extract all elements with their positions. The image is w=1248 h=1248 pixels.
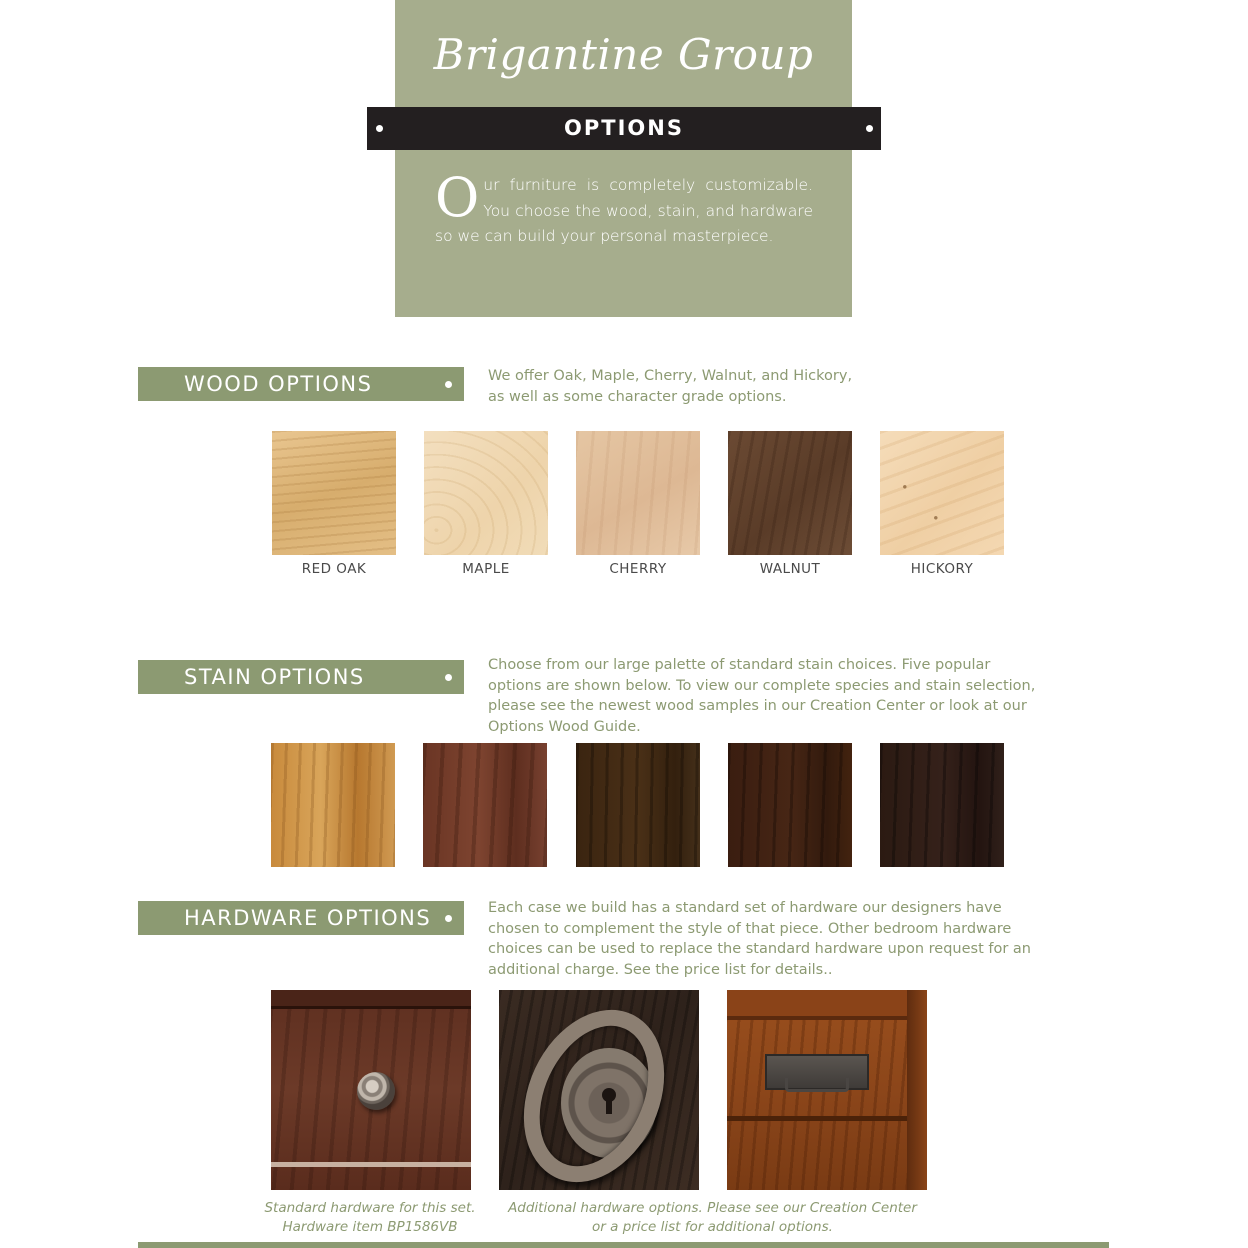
hardware-options-heading-bar [138,901,464,935]
drop-cap: O [435,166,480,229]
wood-options-heading-bar [138,367,464,401]
wood-swatch-cherry [576,431,700,555]
wood-swatch-label: MAPLE [462,561,510,577]
wood-swatch-label: RED OAK [301,561,367,577]
brand-title: Brigantine Group [433,30,814,79]
intro-paragraph [435,166,813,250]
hardware-options-description: Each case we build has a standard set of hardware our designers have chosen to complement the style of that piece. Other bedroom hardware choices can be used to replace the standard hardware upon request for an additional charge. See the price list for details.. [488,900,1031,979]
stain-swatch [271,743,395,867]
wood-swatch-hickory [880,431,1004,555]
additional-hardware-caption: Additional hardware options. Please see our Creation Center or a price list for additional options. [508,1200,917,1235]
wood-swatch-walnut [728,431,852,555]
wood-swatch-label: CHERRY [609,561,667,577]
stain-swatch [880,743,1004,867]
stain-options-heading-bar [138,660,464,694]
intro-text: ur furniture is completely customizable. You choose the wood, stain, and hardware so we can build your personal masterpiece. [435,176,813,245]
stain-swatch [576,743,700,867]
bullet-icon [866,125,873,132]
wood-swatch-label: WALNUT [759,561,821,577]
knob-icon [357,1072,395,1110]
stain-swatch [728,743,852,867]
wood-options-description: We offer Oak, Maple, Cherry, Walnut, and Hickory, as well as some character grade options. [488,368,853,405]
wood-swatch-red-oak [272,431,396,555]
standard-hardware-caption: Standard hardware for this set. Hardware item BP1586VB [264,1200,476,1235]
bullet-icon [445,381,452,388]
hardware-options-heading: HARDWARE OPTIONS [184,906,432,930]
bullet-icon [445,915,452,922]
bottom-divider [138,1242,1109,1248]
ring-pull-icon [499,990,691,1190]
bin-pull-photo [727,990,927,1190]
wood-options-heading: WOOD OPTIONS [184,372,373,396]
stain-options-heading: STAIN OPTIONS [184,665,365,689]
wood-swatch-maple [424,431,548,555]
stain-options-description: Choose from our large palette of standard stain choices. Five popular options are shown below. To view our complete species and stain selection, please see the newest wood samples in our Creation Center or look at our Options Wood Guide. [488,657,1036,736]
bullet-icon [445,674,452,681]
ring-pull-photo [499,990,699,1190]
options-title-bar [367,107,881,150]
wood-swatch-label: HICKORY [910,561,974,577]
options-title: OPTIONS [564,116,684,140]
stain-swatch [423,743,547,867]
standard-knob-photo [271,990,471,1190]
